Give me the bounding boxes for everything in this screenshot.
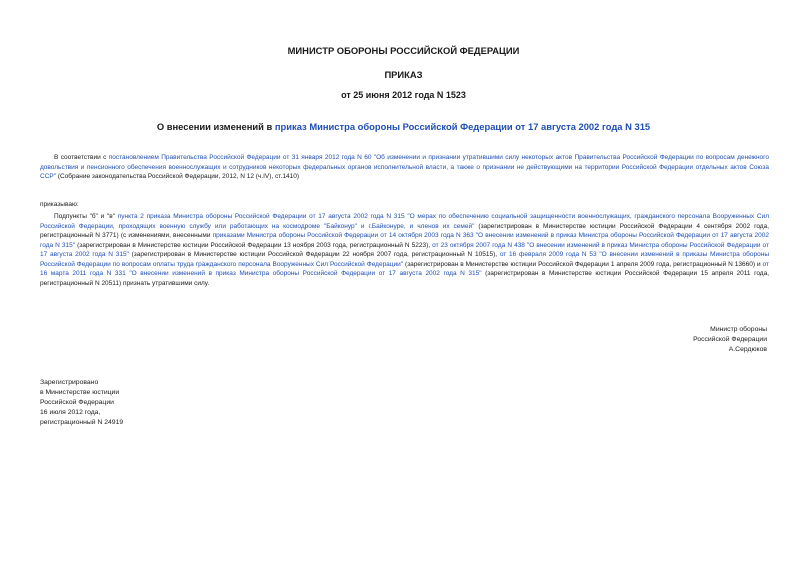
body-text-6: (зарегистрирован в Министерстве юстиции Российской Федерации 15 апреля 2011 года, регистрационный N 20511) признать утратившими силу. [40,270,770,287]
preamble-link-postanovlenie[interactable]: постановлением Правительства Российской Федерации от 31 января 2012 года N 60 "Об изменении и признании утратившими силу некоторых актов Правительства Российской Федерации по вопросам денежного довольствия и пенсионного обеспечения военнослужащих и сотрудников некоторых федеральных органов исполнительной власти, а также о признании не действующими на территории Российской Федерации отдельных актов Союза ССР" [40,154,770,181]
body-link-punkt-2[interactable]: пункта 2 приказа Министра обороны Российской Федерации от 17 августа 2002 года N 315 "О мерах по обеспечению социальной защищенности военнослужащих, гражданского персонала Вооруженных Сил Российской Федерации, проходящих военную службу или работающих на космодроме "Байконур" и г.Байконуре, и членов их семей" [40,213,770,230]
body-link-2003[interactable]: приказами Министра обороны Российской Федерации от 14 октября 2003 года N 363 "О внесении изменений в приказ Министра обороны Российской Федерации от 17 августа 2002 года N 315" [40,232,769,249]
registration-line-1: Зарегистрировано [40,379,99,386]
body-text-5: (зарегистрирован в Министерстве юстиции Российской Федерации 1 апреля 2009 года, регистрационный N 13660) и [403,260,763,268]
body-text-1: Подпункты "б" и "в" [54,213,118,220]
signature-country: Российской Федерации [693,336,767,344]
signature-name: А.Сердюков [728,346,767,354]
ministry-heading: МИНИСТР ОБОРОНЫ РОССИЙСКОЙ ФЕДЕРАЦИИ [287,45,520,56]
preamble-paragraph [40,153,769,182]
registration-number: регистрационный N 24919 [40,419,124,427]
body-text-2: (зарегистрирован в Министерстве юстиции Российской Федерации 4 сентября 2002 года, регистрационный N 3771) (с изменениями, внесенными [40,222,769,240]
signature-position: Министр обороны [710,326,767,333]
registration-line-2: в Министерстве юстиции [40,389,120,397]
document-date-number: от 25 июня 2012 года N 1523 [341,90,466,100]
body-paragraph [40,212,769,288]
body-text-4: (зарегистрирован в Министерстве юстиции Российской Федерации 22 ноября 2007 года, регистрационный N 10515), [128,251,500,259]
body-link-2009[interactable]: от 16 февраля 2009 года N 53 "О внесении изменений в приказы Министра обороны Российской Федерации по вопросам оплаты труда гражданского персонала Вооруженных Сил Российской Федерации" [40,251,769,268]
preamble-text-1: В соответствии с [54,154,109,161]
signature-block [693,325,767,355]
body-text-3: (зарегистрирован в Министерстве юстиции Российской Федерации 13 ноября 2003 года, регистрационный N 5223), [75,241,433,249]
registration-date: 16 июля 2012 года, [40,409,101,417]
registration-block [40,378,123,428]
document-type: ПРИКАЗ [384,69,423,80]
preamble-text-2: (Собрание законодательства Российской Федерации, 2012, N 12 (ч.IV), ст.1410) [56,173,299,181]
title-prefix: О внесении изменений в [156,121,275,132]
document-title [0,121,807,132]
body-link-2007[interactable]: от 23 октября 2007 года N 438 "О внесении изменений в приказ Министра обороны Российской Федерации от 17 августа 2002 года N 315" [40,241,769,259]
registration-line-3: Российской Федерации [40,399,114,407]
order-word: приказываю: [40,201,79,208]
body-link-2011[interactable]: от 16 марта 2011 года N 331 "О внесении изменений в приказ Министра обороны Российской Федерации от 17 августа 2002 года N 315" [40,260,769,278]
title-link[interactable]: приказ Министра обороны Российской Федерации от 17 августа 2002 года N 315 [274,121,651,132]
